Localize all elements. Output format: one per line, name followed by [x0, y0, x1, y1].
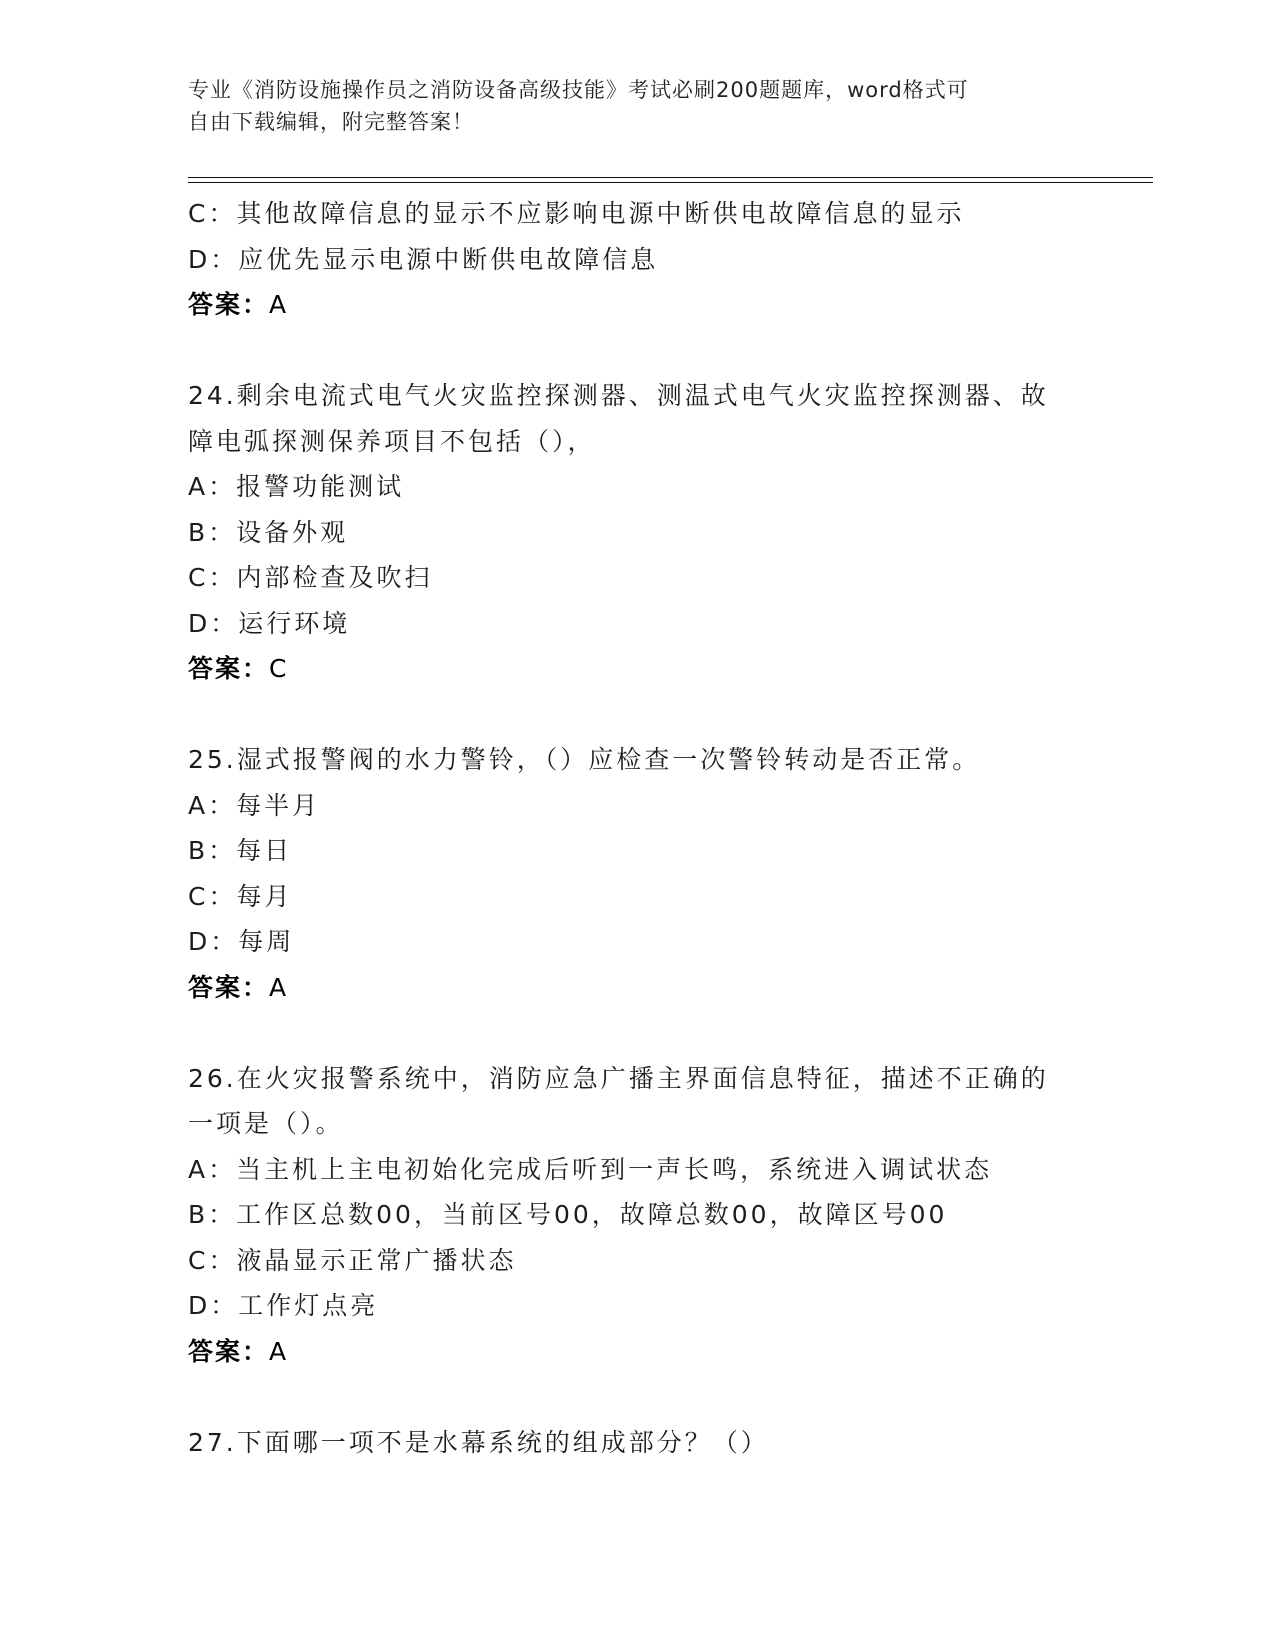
option-c: C：内部检查及吹扫 — [188, 563, 433, 592]
answer-value: C — [269, 654, 289, 683]
answer-label: 答案： — [188, 1336, 270, 1366]
question-27 — [188, 1420, 1148, 1466]
option-b: B：工作区总数00，当前区号00，故障总数00，故障区号00 — [188, 1200, 948, 1229]
option-a: A：报警功能测试 — [188, 472, 405, 501]
answer — [188, 282, 1148, 328]
question-list — [188, 191, 1148, 1465]
answer-label: 答案： — [188, 972, 270, 1002]
question-stem: 25.湿式报警阀的水力警铃，（）应检查一次警铃转动是否正常。 — [188, 745, 981, 774]
answer-value: A — [269, 972, 289, 1002]
option-b: B：设备外观 — [188, 517, 349, 547]
answer — [188, 965, 1148, 1011]
option-d: D：工作灯点亮 — [188, 1291, 379, 1320]
spacer — [188, 692, 1148, 738]
option-d: D：运行环境 — [188, 608, 351, 638]
spacer — [188, 328, 1148, 374]
answer-label: 答案： — [188, 654, 270, 683]
question-stem: 26.在火灾报警系统中，消防应急广播主界面信息特征，描述不正确的 — [188, 1063, 1049, 1093]
option-d: D：每周 — [188, 927, 295, 956]
answer — [188, 1329, 1148, 1375]
spacer — [188, 1010, 1148, 1056]
question-23 — [188, 191, 1148, 328]
header-divider-top — [188, 177, 1153, 178]
document-header — [188, 74, 1088, 138]
answer — [188, 646, 1148, 692]
question-24 — [188, 373, 1148, 692]
spacer — [188, 1374, 1148, 1420]
answer-value: A — [269, 1336, 289, 1366]
header-line-2: 自由下载编辑，附完整答案！ — [188, 110, 474, 134]
question-stem: 27.下面哪一项不是水幕系统的组成部分？（） — [188, 1427, 769, 1457]
answer-label: 答案： — [188, 290, 270, 319]
option-a: A：当主机上主电初始化完成后听到一声长鸣，系统进入调试状态 — [188, 1154, 993, 1184]
option-c: C：每月 — [188, 881, 293, 911]
option-a: A：每半月 — [188, 790, 321, 820]
answer-value: A — [269, 290, 289, 319]
option-c: C：其他故障信息的显示不应影响电源中断供电故障信息的显示 — [188, 199, 965, 228]
header-divider-bottom — [188, 182, 1153, 183]
question-25 — [188, 737, 1148, 1010]
option-d: D：应优先显示电源中断供电故障信息 — [188, 244, 659, 274]
question-stem-continued: 一项是（）。 — [188, 1109, 344, 1138]
header-line-1: 专业《消防设施操作员之消防设备高级技能》考试必刷200题题库，word格式可 — [188, 78, 969, 102]
question-stem-continued: 障电弧探测保养项目不包括（）， — [188, 426, 596, 456]
question-stem: 24.剩余电流式电气火灾监控探测器、测温式电气火灾监控探测器、故 — [188, 381, 1049, 410]
option-b: B：每日 — [188, 836, 293, 865]
question-26 — [188, 1056, 1148, 1375]
option-c: C：液晶显示正常广播状态 — [188, 1245, 517, 1275]
